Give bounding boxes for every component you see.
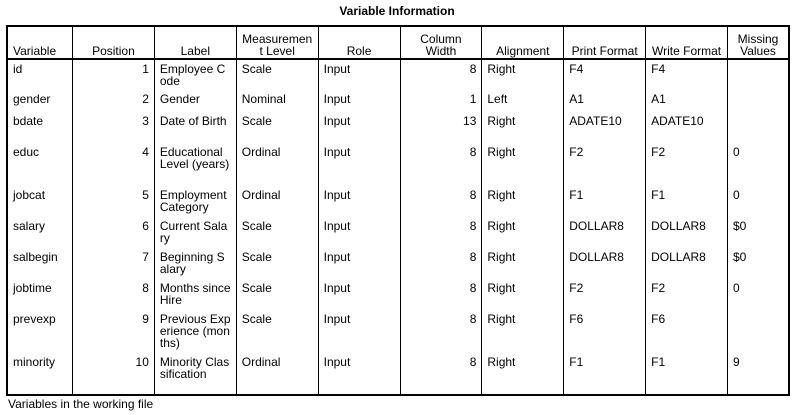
cell-role: Input xyxy=(318,353,400,395)
cell-column-width: 8 xyxy=(400,279,482,310)
cell-column-width: 8 xyxy=(400,59,482,90)
table-row xyxy=(7,217,789,248)
cell-write-format: DOLLAR8 xyxy=(646,217,728,248)
cell-variable: educ xyxy=(7,143,73,186)
cell-alignment: Right xyxy=(482,353,564,395)
header-position: Position xyxy=(73,26,155,59)
table-row xyxy=(7,310,789,353)
header-column-width: Column Width xyxy=(400,26,482,59)
cell-position: 10 xyxy=(73,353,155,395)
cell-role: Input xyxy=(318,248,400,279)
cell-variable: jobcat xyxy=(7,186,73,217)
cell-missing xyxy=(728,90,790,112)
cell-write-format: F1 xyxy=(646,186,728,217)
cell-role: Input xyxy=(318,112,400,143)
cell-column-width: 8 xyxy=(400,217,482,248)
cell-print-format: F1 xyxy=(564,353,646,395)
cell-role: Input xyxy=(318,310,400,353)
table-row xyxy=(7,112,789,143)
cell-print-format: DOLLAR8 xyxy=(564,248,646,279)
cell-position: 7 xyxy=(73,248,155,279)
cell-measurement: Scale xyxy=(236,248,318,279)
cell-alignment: Right xyxy=(482,248,564,279)
cell-missing: 9 xyxy=(728,353,790,395)
cell-label: Employment Category xyxy=(154,186,236,217)
cell-print-format: F4 xyxy=(564,59,646,90)
cell-print-format: F1 xyxy=(564,186,646,217)
header-alignment: Alignment xyxy=(482,26,564,59)
cell-print-format: A1 xyxy=(564,90,646,112)
cell-write-format: F6 xyxy=(646,310,728,353)
cell-missing: $0 xyxy=(728,248,790,279)
table-row xyxy=(7,59,789,90)
cell-variable: prevexp xyxy=(7,310,73,353)
cell-missing: $0 xyxy=(728,217,790,248)
cell-measurement: Scale xyxy=(236,279,318,310)
cell-measurement: Scale xyxy=(236,217,318,248)
table-row xyxy=(7,279,789,310)
cell-position: 2 xyxy=(73,90,155,112)
cell-print-format: F2 xyxy=(564,279,646,310)
cell-measurement: Nominal xyxy=(236,90,318,112)
table-row xyxy=(7,353,789,395)
cell-missing xyxy=(728,310,790,353)
cell-alignment: Right xyxy=(482,59,564,90)
cell-label: Educational Level (years) xyxy=(154,143,236,186)
cell-role: Input xyxy=(318,217,400,248)
cell-measurement: Ordinal xyxy=(236,186,318,217)
cell-label: Beginning Salary xyxy=(154,248,236,279)
header-print-format: Print Format xyxy=(564,26,646,59)
cell-label: Date of Birth xyxy=(154,112,236,143)
cell-label: Gender xyxy=(154,90,236,112)
cell-role: Input xyxy=(318,279,400,310)
cell-measurement: Scale xyxy=(236,310,318,353)
table-row xyxy=(7,186,789,217)
table-title: Variable Information xyxy=(339,4,455,18)
cell-role: Input xyxy=(318,186,400,217)
cell-column-width: 8 xyxy=(400,186,482,217)
cell-write-format: F4 xyxy=(646,59,728,90)
header-variable: Variable xyxy=(7,26,73,59)
cell-print-format: F2 xyxy=(564,143,646,186)
cell-column-width: 8 xyxy=(400,310,482,353)
cell-write-format: ADATE10 xyxy=(646,112,728,143)
cell-role: Input xyxy=(318,59,400,90)
cell-missing: 0 xyxy=(728,186,790,217)
cell-role: Input xyxy=(318,90,400,112)
cell-measurement: Ordinal xyxy=(236,143,318,186)
cell-variable: salary xyxy=(7,217,73,248)
table-row xyxy=(7,143,789,186)
cell-measurement: Ordinal xyxy=(236,353,318,395)
cell-measurement: Scale xyxy=(236,112,318,143)
cell-alignment: Right xyxy=(482,112,564,143)
cell-position: 4 xyxy=(73,143,155,186)
cell-print-format: ADATE10 xyxy=(564,112,646,143)
cell-label: Employee Code xyxy=(154,59,236,90)
header-write-format: Write Format xyxy=(646,26,728,59)
cell-position: 5 xyxy=(73,186,155,217)
cell-position: 6 xyxy=(73,217,155,248)
cell-write-format: F2 xyxy=(646,143,728,186)
cell-role: Input xyxy=(318,143,400,186)
cell-write-format: A1 xyxy=(646,90,728,112)
table-row xyxy=(7,248,789,279)
cell-alignment: Right xyxy=(482,279,564,310)
variable-information-table xyxy=(6,25,790,396)
table-footnote: Variables in the working file xyxy=(8,397,154,411)
cell-column-width: 8 xyxy=(400,143,482,186)
cell-alignment: Right xyxy=(482,186,564,217)
cell-measurement: Scale xyxy=(236,59,318,90)
cell-missing xyxy=(728,112,790,143)
cell-column-width: 8 xyxy=(400,353,482,395)
cell-label: Previous Experience (months) xyxy=(154,310,236,353)
cell-alignment: Right xyxy=(482,217,564,248)
cell-missing: 0 xyxy=(728,279,790,310)
cell-alignment: Right xyxy=(482,143,564,186)
cell-column-width: 1 xyxy=(400,90,482,112)
cell-missing xyxy=(728,59,790,90)
cell-column-width: 13 xyxy=(400,112,482,143)
cell-alignment: Right xyxy=(482,310,564,353)
cell-alignment: Left xyxy=(482,90,564,112)
cell-variable: gender xyxy=(7,90,73,112)
cell-position: 1 xyxy=(73,59,155,90)
cell-position: 8 xyxy=(73,279,155,310)
cell-variable: bdate xyxy=(7,112,73,143)
cell-write-format: F2 xyxy=(646,279,728,310)
cell-missing: 0 xyxy=(728,143,790,186)
cell-variable: salbegin xyxy=(7,248,73,279)
cell-variable: jobtime xyxy=(7,279,73,310)
cell-position: 3 xyxy=(73,112,155,143)
cell-label: Current Salary xyxy=(154,217,236,248)
cell-label: Months since Hire xyxy=(154,279,236,310)
header-measurement-level: Measurement Level xyxy=(236,26,318,59)
cell-position: 9 xyxy=(73,310,155,353)
cell-label: Minority Classification xyxy=(154,353,236,395)
cell-variable: minority xyxy=(7,353,73,395)
header-row xyxy=(7,26,789,59)
cell-print-format: DOLLAR8 xyxy=(564,217,646,248)
cell-write-format: F1 xyxy=(646,353,728,395)
header-missing-values: Missing Values xyxy=(728,26,790,59)
header-role: Role xyxy=(318,26,400,59)
cell-write-format: DOLLAR8 xyxy=(646,248,728,279)
cell-print-format: F6 xyxy=(564,310,646,353)
table-row xyxy=(7,90,789,112)
cell-column-width: 8 xyxy=(400,248,482,279)
cell-variable: id xyxy=(7,59,73,90)
header-label: Label xyxy=(154,26,236,59)
